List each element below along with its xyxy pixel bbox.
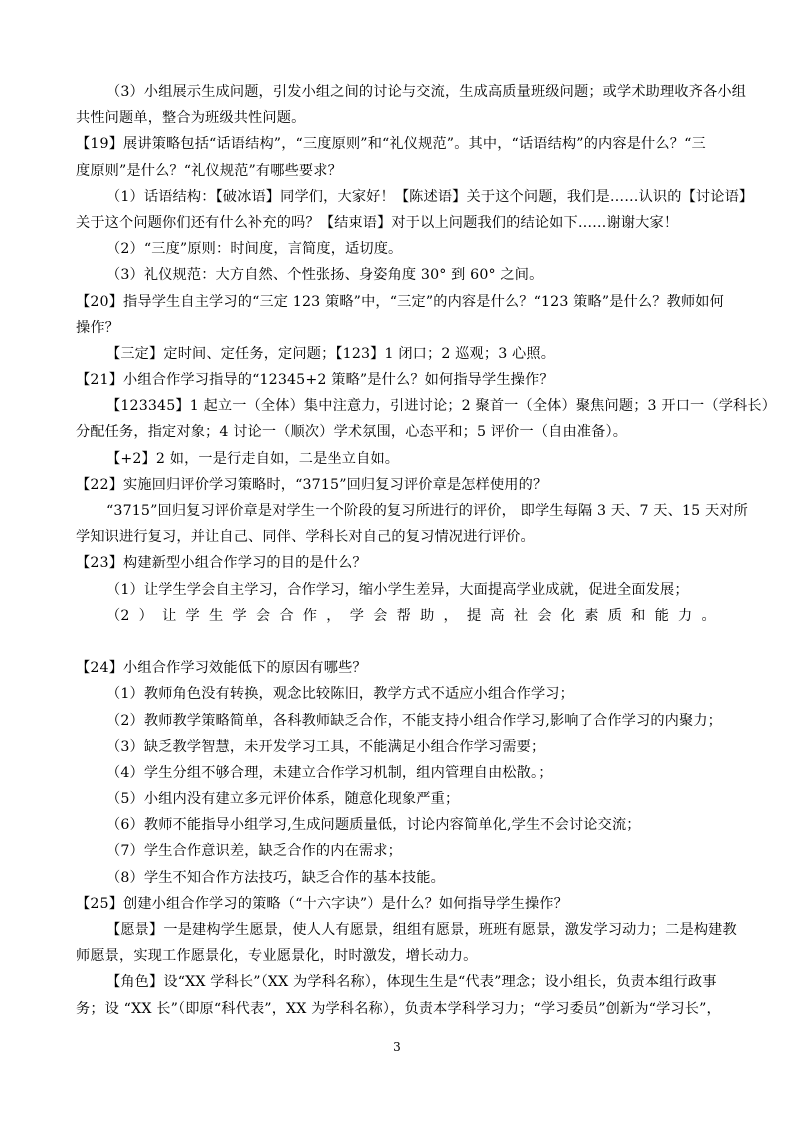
spread-character: 作 [302,607,318,624]
paragraph-line-spread [76,603,720,629]
paragraph-line: 关于这个问题你们还有什么补充的吗？【结束语】对于以上问题我们的结论如下……谢谢大家！ [76,214,679,231]
paragraph-line: （2）“三度”原则：时间度，言简度，适切度。 [106,241,403,258]
spread-character: 力 [678,607,693,624]
paragraph-line: 度原则”是什么？“礼仪规范”有哪些要求？ [76,162,342,179]
paragraph-line: （7）学生合作意识差，缺乏合作的内在需求； [106,843,402,860]
paragraph-line: 【三定】定时间、定任务，定问题；【123】1 闭口；2 巡观；3 心照。 [106,345,556,362]
paragraph-line: “3715”回归复习评价章是对学生一个阶段的复习所进行的评价， 即学生每隔 3 天、7 天、15 天对所 [106,503,749,519]
spread-character: ， [326,607,341,624]
question-line: 【24】小组合作学习效能低下的原因有哪些？ [76,660,367,677]
spread-character: ， [443,607,458,624]
question-line: 【25】创建小组合作学习的策略（“十六字诀”）是什么？如何指导学生操作？ [76,895,568,912]
spread-character: 学 [349,607,365,624]
paragraph-line: （1）话语结构：【破冰语】同学们，大家好！【陈述语】关于这个问题，我们是……认识的【讨论语】 [106,188,754,205]
spread-character: 化 [560,607,576,624]
paragraph-line: 师愿景，实现工作愿景化，专业愿景化，时时激发，增长动力。 [76,948,478,965]
spread-character: 帮 [396,607,411,624]
spread-character: （2 [106,607,130,624]
spread-character: 学 [185,607,200,624]
paragraph-line: （3）缺乏教学智慧，未开发学习工具，不能满足小组合作学习需要； [106,738,546,755]
spread-character: 助 [420,607,435,624]
paragraph-line: 分配任务，指定对象；4 讨论一（顺次）学术氛围，心态平和；5 评价一（自由准备）。 [76,424,628,441]
blank-line [76,629,720,655]
spread-character: ） [138,607,153,624]
spread-character: 让 [162,607,177,624]
spread-character: 质 [607,607,623,624]
spread-character: 生 [208,607,224,624]
spread-character: 能 [654,607,669,624]
spread-character: 高 [490,607,505,624]
spread-character: 学 [232,607,247,624]
page-number: 3 [393,1040,401,1054]
question-line: 【23】构建新型小组合作学习的目的是什么？ [76,555,367,572]
paragraph-line: （8）学生不知合作方法技巧，缺乏合作的基本技能。 [106,869,445,886]
spread-character: 合 [279,607,294,624]
spread-character: 会 [373,607,388,624]
spread-character: 素 [584,607,599,624]
paragraph-line: （4）学生分组不够合理，未建立合作学习机制，组内管理自由松散。； [106,764,553,781]
question-line: 【22】实施回归评价学习策略时，“3715”回归复习评价章是怎样使用的？ [76,476,548,493]
question-line: 【21】小组合作学习指导的“12345+2 策略”是什么？如何指导学生操作？ [76,372,554,389]
paragraph-line: （3）礼仪规范：大方自然、个性张扬、身姿角度 30° 到 60° 之间。 [106,267,544,284]
paragraph-line: 【角色】设“XX 学科长”（XX 为学科名称），体现生生是“代表”理念；设小组长，负责本组行政事 [106,974,717,991]
paragraph-line: （5）小组内没有建立多元评价体系，随意化现象严重； [106,791,460,808]
paragraph-line: （1）教师角色没有转换，观念比较陈旧，教学方式不适应小组合作学习； [106,686,574,703]
question-line: 【19】展讲策略包括“话语结构”，“三度原则”和“礼仪规范”。其中，“话语结构”的内容是什么？“三 [76,136,706,153]
spread-character: 社 [513,607,529,624]
paragraph-line: （1）让学生学会自主学习，合作学习，缩小学生差异，大面提高学业成就，促进全面发展； [106,581,689,598]
paragraph-line: 学知识进行复习，并让自己、同伴、学科长对自己的复习情况进行评价。 [76,529,535,546]
paragraph-line: （6）教师不能指导小组学习,生成问题质量低，讨论内容简单化,学生不会讨论交流； [106,817,641,834]
paragraph-line: 务；设 “XX 长”（即原“科代表”，XX 为学科名称），负责本学科学习力；“学习委员”创新为“学习长”， [76,1000,721,1017]
paragraph-line: 【+2】2 如，一是行走自如，二是坐立自如。 [106,450,400,467]
paragraph-line: 【愿景】一是建构学生愿景，使人人有愿景，组组有愿景，班班有愿景，激发学习动力；二是构建教 [106,922,737,938]
spread-character: 提 [466,607,482,624]
document-body [76,79,777,1022]
spread-character: 会 [255,607,271,624]
question-line: 【20】指导学生自主学习的“三定 123 策略”中，“三定”的内容是什么？“123 策略”是什么？教师如何 [76,293,724,310]
spread-character: 会 [537,607,552,624]
paragraph-line: 【123345】1 起立一（全体）集中注意力，引进讨论；2 聚首一（全体）聚焦问题；3 开口一（学科长） [106,398,777,415]
spread-character: 和 [631,607,646,624]
paragraph-line: （3）小组展示生成问题，引发小组之间的讨论与交流，生成高质量班级问题；或学术助理收齐各小组 [106,84,747,100]
paragraph-line: 共性问题单，整合为班级共性问题。 [76,110,306,127]
spread-character: 。 [701,607,716,624]
paragraph-line: （2）教师教学策略简单，各科教师缺乏合作，不能支持小组合作学习,影响了合作学习的内聚力； [106,712,723,729]
paragraph-line: 操作？ [76,319,120,336]
